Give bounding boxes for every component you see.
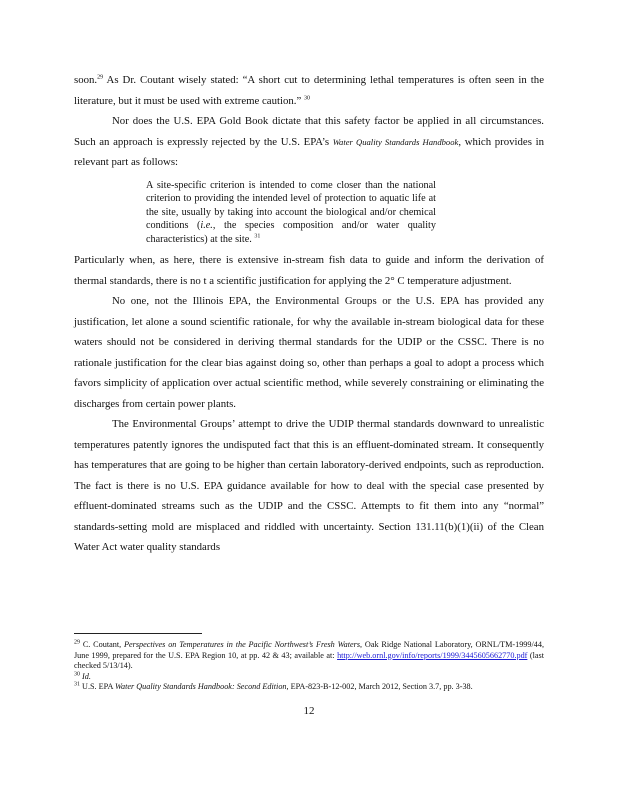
- footnote-ref-30: 30: [303, 94, 310, 101]
- footnote-30: [74, 672, 544, 683]
- footnotes: [74, 640, 544, 693]
- body-text: [74, 70, 544, 558]
- footnote-number: 31: [74, 681, 80, 688]
- page-number: 12: [303, 705, 315, 717]
- paragraph-3: Particularly when, as here, there is extensive in-stream fish data to guide and inform the derivation of thermal standards, there is no t a scientific justification for applying the 2° C temperature adjustment.: [74, 254, 544, 287]
- footnote-ref-31: 31: [254, 233, 261, 240]
- text-run: , which provides in relevant part as follows:: [74, 135, 544, 168]
- footnote-link[interactable]: http://web.ornl.gov/info/reports/1999/3445605662770.pdf: [337, 650, 528, 660]
- cited-title: Water Quality Standards Handbook: Second Edition: [114, 682, 287, 692]
- italic-ie: i.e.: [200, 220, 213, 232]
- text-run: soon.: [74, 74, 98, 86]
- text-run: C. Coutant,: [80, 640, 124, 649]
- block-quote: [146, 179, 436, 247]
- footnote-number: 29: [74, 639, 80, 646]
- footnote-29: [74, 640, 544, 672]
- footnote-ref-29: 29: [97, 74, 104, 81]
- footnote-number: 30: [74, 671, 80, 678]
- text-run: A site-specific criterion is intended to come closer than the national criterion to providing the intended level of protection to aquatic life at the site, usually by taking into account the biological and/or chemical conditions (: [146, 179, 436, 232]
- text-run: As Dr. Coutant wisely stated: “A short cut to determining lethal temperatures is often seen in the literature, but it must be used with extreme caution.”: [74, 74, 544, 107]
- paragraph-2: [74, 111, 544, 173]
- handbook-title: Water Quality Standards Handbook: [332, 136, 459, 147]
- text-run: , EPA-823-B-12-002, March 2012, Section 3.7, pp. 3-38.: [286, 682, 473, 692]
- text-run: (last checked 5/13/14).: [74, 650, 544, 671]
- footnote-31: [74, 682, 544, 693]
- cited-title: Perspectives on Temperatures in the Pacific Northwest’s Fresh Waters: [124, 640, 361, 649]
- paragraph-5: The Environmental Groups’ attempt to drive the UDIP thermal standards downward to unrealistic temperatures patently ignores the undisputed fact that this is an effluent-dominated stream. It consequently has temperatures that are going to be higher than certain laboratory-derived endpoints, such as reproduction. The fact is there is no U.S. EPA guidance available for how to deal with the special case presented by effluent-dominated streams such as the UDIP and the CSSC. Attempts to fit them into any “normal” standards-setting mold are misplaced and riddled with uncertainty. Section 131.11(b)(1)(ii) of the Clean Water Act water quality standards: [74, 418, 544, 554]
- text-run: Id.: [80, 671, 91, 681]
- paragraph-4: No one, not the Illinois EPA, the Environmental Groups or the U.S. EPA has provided any justification, let alone a sound scientific rationale, for why the available in-stream biological data for these waters should not be considered in deriving thermal standards for the UDIP or the CSSC. There is no rationale justification for the clear bias against doing so, other than perhaps a goal to adopt a process which favors simplicity of application over actual scientific method, while severely constraining or eliminating the discharges from certain power plants.: [74, 295, 544, 410]
- paragraph-1: [74, 70, 544, 111]
- footnote-separator: [74, 633, 202, 634]
- text-run: , the species composition and/or water quality characteristics) at the site.: [146, 220, 436, 245]
- text-run: U.S. EPA: [80, 682, 115, 692]
- text-run: , Oak Ridge National Laboratory, ORNL/TM-1999/44, June 1999, prepared for the U.S. EPA Region 10, at pp. 42 & 43; available at:: [74, 640, 545, 660]
- text-run: Nor does the U.S. EPA Gold Book dictate that this safety factor be applied in all circumstances. Such an approach is expressly rejected by the U.S. EPA’s: [74, 115, 544, 148]
